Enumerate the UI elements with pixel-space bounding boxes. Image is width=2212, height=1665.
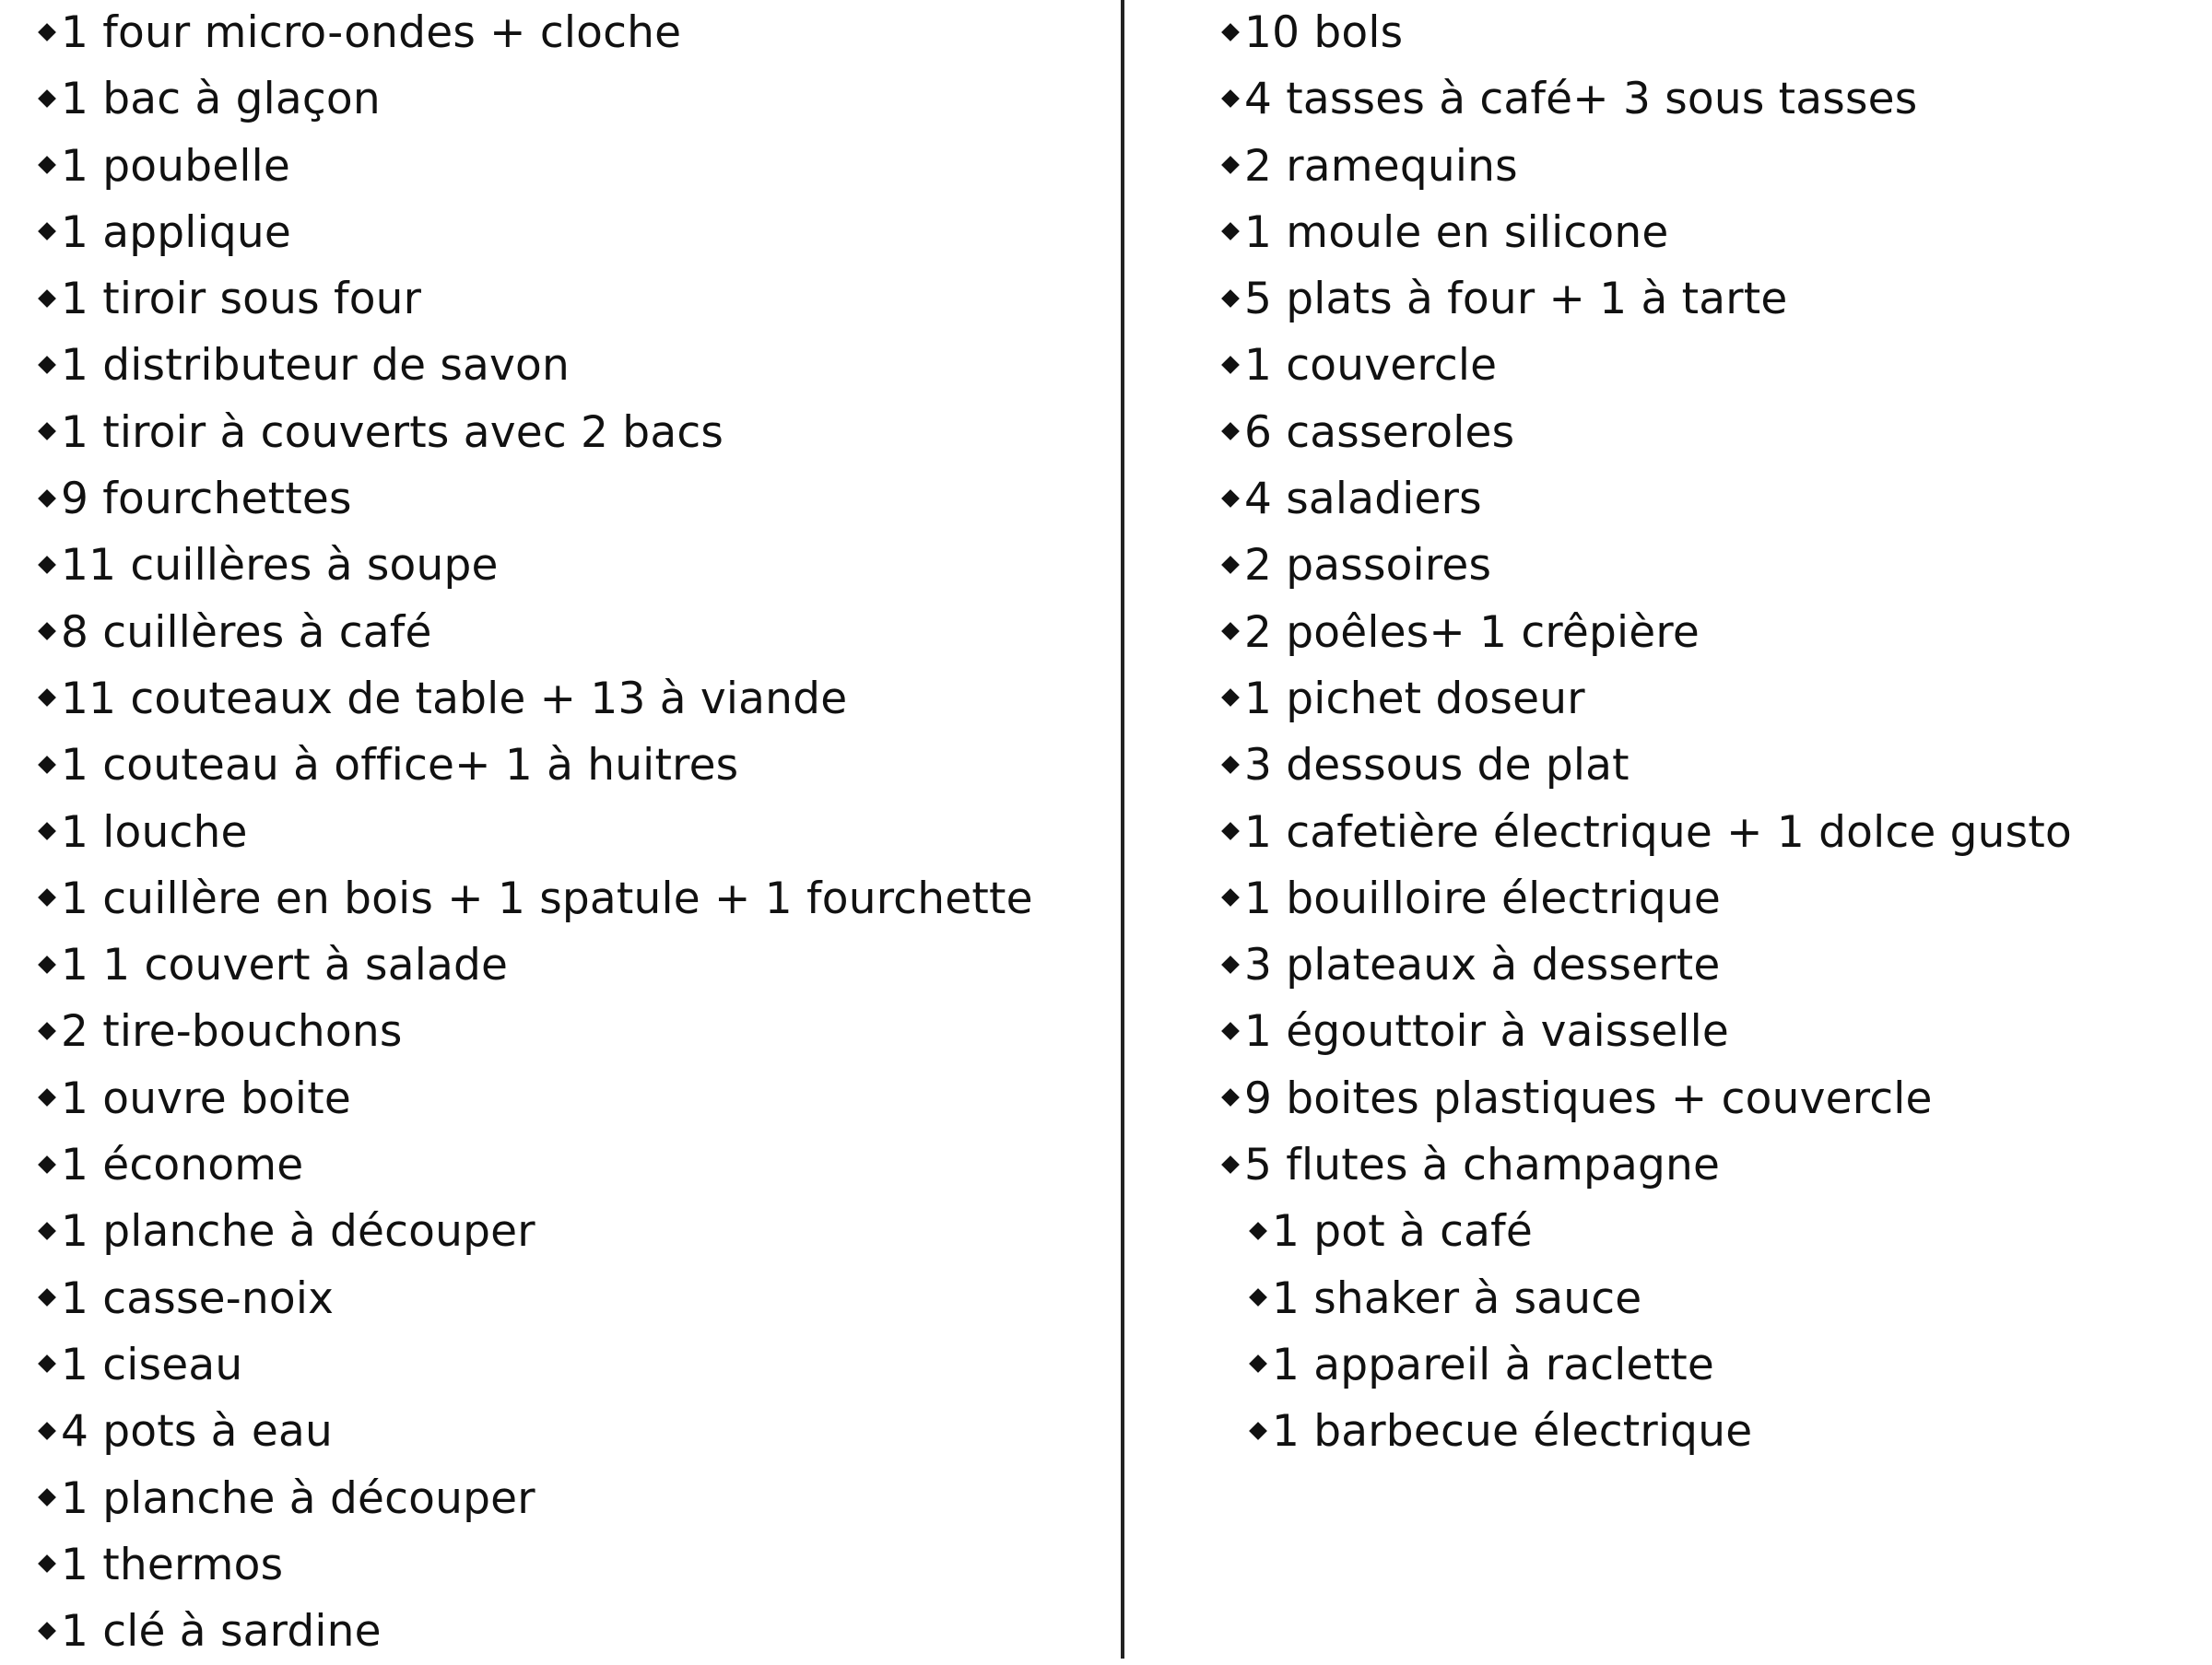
list-item xyxy=(41,66,1033,133)
diamond-bullet-icon xyxy=(1221,888,1240,907)
diamond-bullet-icon xyxy=(38,1622,56,1640)
diamond-bullet-icon xyxy=(1221,689,1240,708)
list-item xyxy=(1224,400,2072,466)
list-item-text: 1 tiroir à couverts avec 2 bacs xyxy=(61,406,724,458)
diamond-bullet-icon xyxy=(1249,1222,1267,1240)
list-item xyxy=(1224,999,2072,1065)
diamond-bullet-icon xyxy=(38,422,56,440)
list-item-text: 1 shaker à sauce xyxy=(1272,1272,1642,1324)
list-item-text: 1 1 couvert à salade xyxy=(61,940,509,991)
diamond-bullet-icon xyxy=(1221,89,1240,108)
list-item-text: 1 tiroir sous four xyxy=(61,274,422,325)
list-item xyxy=(41,0,1033,66)
list-item-text: 1 économe xyxy=(61,1140,304,1191)
list-item xyxy=(1224,0,2072,66)
list-item xyxy=(1224,66,2072,133)
list-item xyxy=(1224,666,2072,733)
list-item-text: 5 flutes à champagne xyxy=(1244,1140,1721,1191)
list-item xyxy=(1224,266,2072,333)
list-item-text: 1 appareil à raclette xyxy=(1272,1339,1715,1390)
list-item-text: 1 barbecue électrique xyxy=(1272,1406,1753,1458)
list-item-text: 11 cuillères à soupe xyxy=(61,540,499,592)
list-item-text: 1 moule en silicone xyxy=(1244,206,1669,258)
column-divider xyxy=(1121,0,1124,1659)
list-item xyxy=(41,1399,1033,1465)
list-item-text: 6 casseroles xyxy=(1244,406,1515,458)
diamond-bullet-icon xyxy=(38,1222,56,1240)
list-item xyxy=(1224,800,2072,866)
list-item xyxy=(41,1132,1033,1199)
list-item xyxy=(1224,1132,2072,1199)
list-item-text: 11 couteaux de table + 13 à viande xyxy=(61,673,848,724)
list-item xyxy=(41,400,1033,466)
list-item xyxy=(1224,600,2072,666)
list-item-text: 9 fourchettes xyxy=(61,474,352,525)
list-item-text: 1 casse-noix xyxy=(61,1272,335,1324)
diamond-bullet-icon xyxy=(38,1488,56,1507)
list-item xyxy=(41,1599,1033,1665)
list-item xyxy=(1224,134,2072,200)
list-item xyxy=(41,1066,1033,1132)
list-item-text: 1 couvercle xyxy=(1244,340,1498,392)
diamond-bullet-icon xyxy=(1249,1355,1267,1374)
list-item-text: 1 planche à découper xyxy=(61,1206,535,1258)
list-item xyxy=(1224,466,2072,533)
diamond-bullet-icon xyxy=(38,1088,56,1107)
list-item xyxy=(41,466,1033,533)
list-item-text: 1 distributeur de savon xyxy=(61,340,570,392)
diamond-bullet-icon xyxy=(1221,289,1240,308)
diamond-bullet-icon xyxy=(1221,1155,1240,1174)
list-item xyxy=(1224,866,2072,932)
diamond-bullet-icon xyxy=(1221,822,1240,840)
list-item xyxy=(1224,1266,2072,1332)
diamond-bullet-icon xyxy=(1221,622,1240,640)
list-item xyxy=(41,999,1033,1065)
list-item xyxy=(41,533,1033,599)
list-item xyxy=(41,1199,1033,1265)
list-item xyxy=(1224,200,2072,266)
list-item-text: 2 tire-bouchons xyxy=(61,1006,403,1058)
diamond-bullet-icon xyxy=(1249,1422,1267,1440)
diamond-bullet-icon xyxy=(38,356,56,374)
diamond-bullet-icon xyxy=(1221,756,1240,774)
list-item-text: 1 applique xyxy=(61,206,291,258)
list-item xyxy=(41,200,1033,266)
diamond-bullet-icon xyxy=(1249,1288,1267,1307)
list-item xyxy=(41,600,1033,666)
diamond-bullet-icon xyxy=(38,689,56,708)
diamond-bullet-icon xyxy=(38,23,56,41)
inventory-list-left xyxy=(41,0,1033,1665)
diamond-bullet-icon xyxy=(1221,956,1240,974)
list-item-text: 1 louche xyxy=(61,806,248,858)
list-item xyxy=(41,1332,1033,1399)
list-item xyxy=(1224,533,2072,599)
list-item-text: 1 cafetière électrique + 1 dolce gusto xyxy=(1244,806,2072,858)
list-item-text: 8 cuillères à café xyxy=(61,606,432,658)
list-item xyxy=(41,134,1033,200)
list-item xyxy=(41,932,1033,999)
list-item-text: 2 passoires xyxy=(1244,540,1492,592)
inventory-list-right xyxy=(1224,0,2072,1466)
diamond-bullet-icon xyxy=(1221,222,1240,240)
list-item xyxy=(41,666,1033,733)
list-item xyxy=(1224,733,2072,799)
diamond-bullet-icon xyxy=(1221,356,1240,374)
diamond-bullet-icon xyxy=(38,622,56,640)
list-item xyxy=(41,1532,1033,1599)
diamond-bullet-icon xyxy=(38,1155,56,1174)
diamond-bullet-icon xyxy=(1221,156,1240,174)
diamond-bullet-icon xyxy=(1221,1088,1240,1107)
diamond-bullet-icon xyxy=(38,956,56,974)
diamond-bullet-icon xyxy=(1221,1022,1240,1040)
diamond-bullet-icon xyxy=(38,89,56,108)
list-item-text: 9 boites plastiques + couvercle xyxy=(1244,1073,1933,1124)
diamond-bullet-icon xyxy=(1221,422,1240,440)
list-item-text: 1 pichet doseur xyxy=(1244,673,1585,724)
diamond-bullet-icon xyxy=(38,556,56,574)
diamond-bullet-icon xyxy=(38,156,56,174)
diamond-bullet-icon xyxy=(38,888,56,907)
list-item xyxy=(1224,1399,2072,1465)
list-item xyxy=(1224,1199,2072,1265)
list-item xyxy=(41,800,1033,866)
list-item xyxy=(41,333,1033,399)
diamond-bullet-icon xyxy=(38,289,56,308)
diamond-bullet-icon xyxy=(38,822,56,840)
list-item-text: 1 planche à découper xyxy=(61,1472,535,1524)
list-item xyxy=(1224,932,2072,999)
list-item xyxy=(1224,1066,2072,1132)
list-item-text: 1 thermos xyxy=(61,1539,284,1590)
diamond-bullet-icon xyxy=(38,1022,56,1040)
diamond-bullet-icon xyxy=(1221,23,1240,41)
diamond-bullet-icon xyxy=(1221,489,1240,508)
list-item xyxy=(41,733,1033,799)
list-item-text: 10 bols xyxy=(1244,7,1404,58)
diamond-bullet-icon xyxy=(38,1288,56,1307)
list-item-text: 1 bac à glaçon xyxy=(61,74,381,125)
list-item-text: 3 dessous de plat xyxy=(1244,740,1630,791)
diamond-bullet-icon xyxy=(38,222,56,240)
list-item-text: 1 four micro-ondes + cloche xyxy=(61,7,682,58)
diamond-bullet-icon xyxy=(38,1422,56,1440)
list-item-text: 4 pots à eau xyxy=(61,1406,333,1458)
diamond-bullet-icon xyxy=(38,489,56,508)
list-item xyxy=(41,1466,1033,1532)
list-item-text: 1 clé à sardine xyxy=(61,1606,382,1658)
list-item-text: 2 ramequins xyxy=(1244,140,1518,192)
diamond-bullet-icon xyxy=(38,1554,56,1573)
list-item xyxy=(41,266,1033,333)
list-item-text: 1 poubelle xyxy=(61,140,291,192)
list-item xyxy=(41,1266,1033,1332)
list-item-text: 1 égouttoir à vaisselle xyxy=(1244,1006,1730,1058)
list-item-text: 1 ciseau xyxy=(61,1339,243,1390)
list-item-text: 1 ouvre boite xyxy=(61,1073,351,1124)
list-item xyxy=(1224,1332,2072,1399)
diamond-bullet-icon xyxy=(38,1355,56,1374)
list-item-text: 4 tasses à café+ 3 sous tasses xyxy=(1244,74,1918,125)
list-item-text: 1 bouilloire électrique xyxy=(1244,873,1722,924)
diamond-bullet-icon xyxy=(38,756,56,774)
list-item-text: 1 pot à café xyxy=(1272,1206,1534,1258)
list-item-text: 1 couteau à office+ 1 à huitres xyxy=(61,740,739,791)
list-item xyxy=(1224,333,2072,399)
list-item xyxy=(41,866,1033,932)
list-item-text: 1 cuillère en bois + 1 spatule + 1 fourchette xyxy=(61,873,1033,924)
list-item-text: 5 plats à four + 1 à tarte xyxy=(1244,274,1788,325)
list-item-text: 4 saladiers xyxy=(1244,474,1482,525)
diamond-bullet-icon xyxy=(1221,556,1240,574)
list-item-text: 3 plateaux à desserte xyxy=(1244,940,1721,991)
list-item-text: 2 poêles+ 1 crêpière xyxy=(1244,606,1700,658)
